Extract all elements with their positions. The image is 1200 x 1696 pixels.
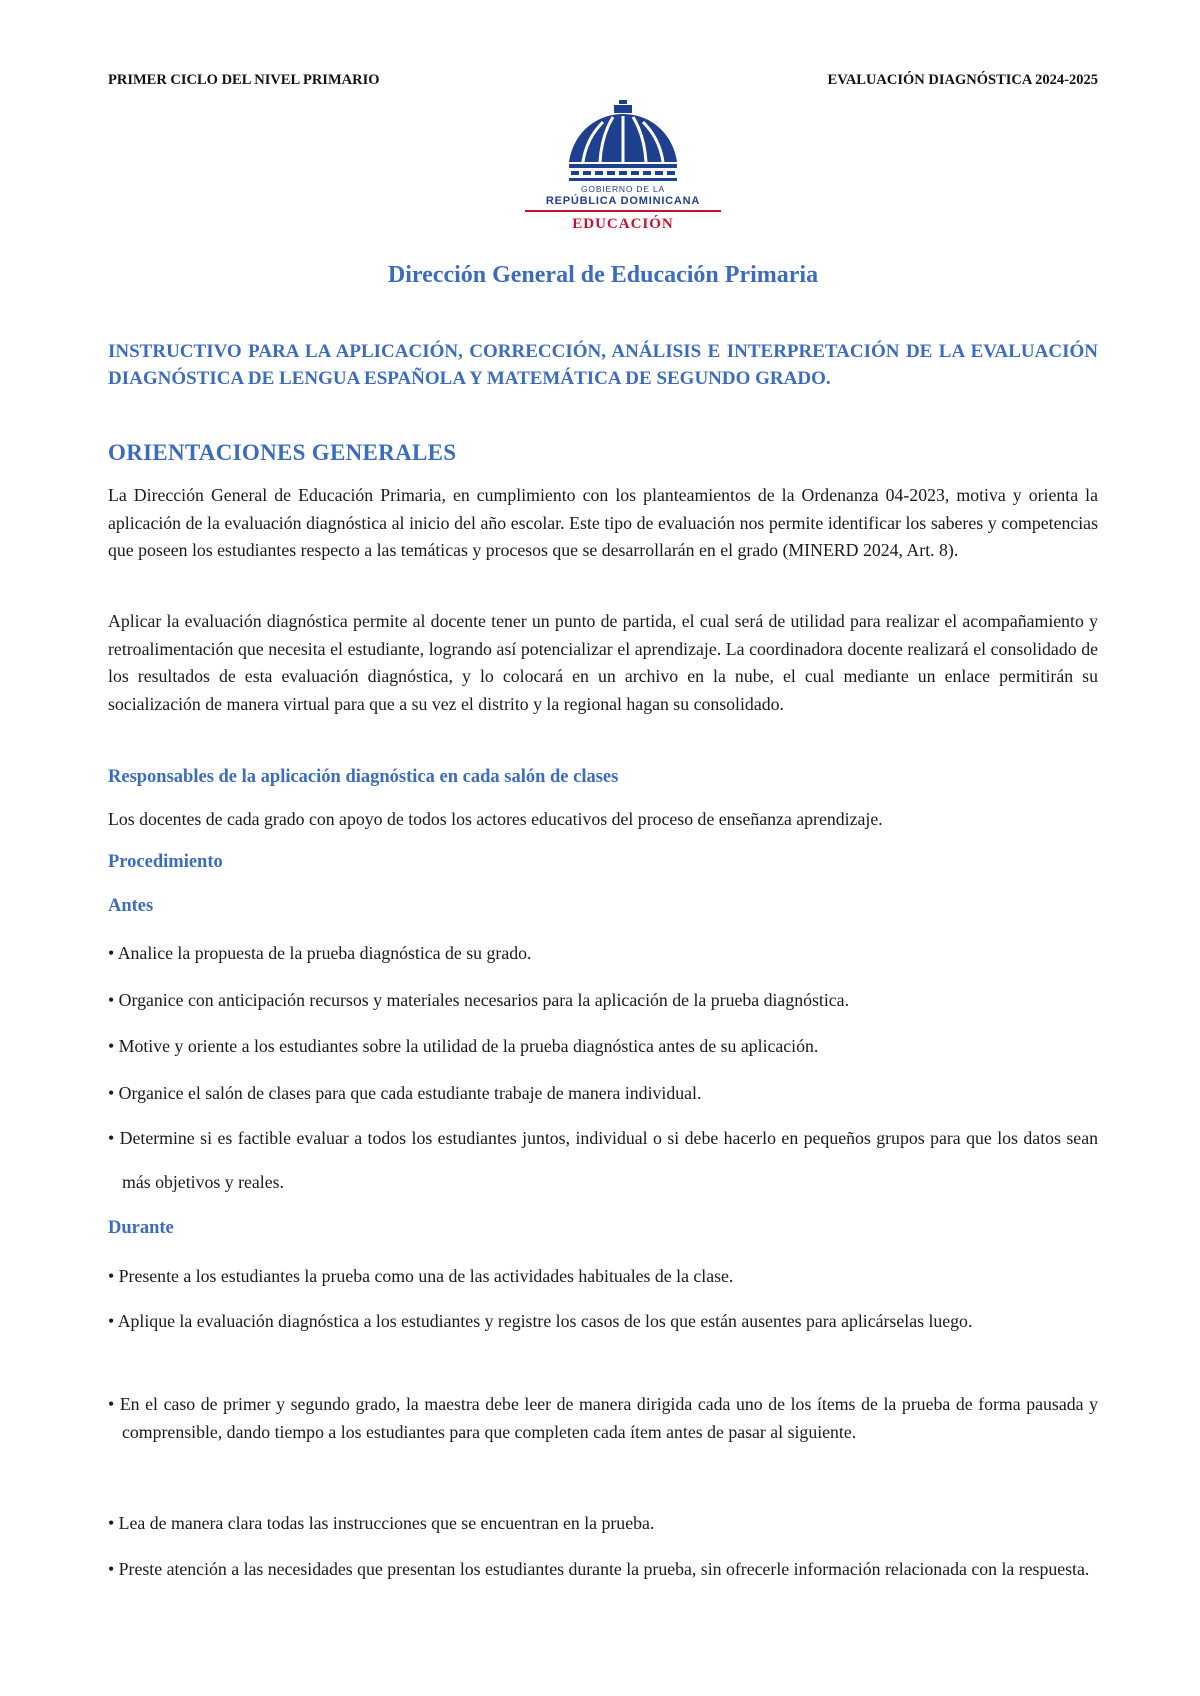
logo-line1: GOBIERNO DE LA (581, 184, 665, 194)
section-heading: ORIENTACIONES GENERALES (108, 440, 457, 465)
paragraph-2: Aplicar la evaluación diagnóstica permite al docente tener un punto de partida, el cual será de utilidad para realizar el acompañamiento y retroalimentación que necesita el estudiante, logrando así potencializar el aprendizaje. La coordinadora docente realizará el consolidado de los resultados de esta evaluación diagnóstica, y lo colocará en un archivo en la nube, el cual mediante un enlace permitirán su socialización de manera virtual para que a su vez el distrito y la regional hagan su consolidado. (108, 611, 1098, 714)
header-left: PRIMER CICLO DEL NIVEL PRIMARIO (108, 72, 380, 88)
antes-item: • Determine si es factible evaluar a todos los estudiantes juntos, individual o si debe hacerlo en pequeños grupos para que los datos sean más objetivos y reales. (108, 1128, 1098, 1192)
running-header (108, 72, 1098, 89)
durante-item: • Aplique la evaluación diagnóstica a los estudiantes y registre los casos de los que están ausentes para aplicárselas luego. (108, 1311, 973, 1331)
antes-item: • Organice el salón de clases para que cada estudiante trabaje de manera individual. (108, 1083, 702, 1103)
direction-title: Dirección General de Educación Primaria (387, 262, 819, 288)
antes-item: • Motive y oriente a los estudiantes sobre la utilidad de la prueba diagnóstica antes de su aplicación. (108, 1036, 819, 1056)
antes-item: • Analice la propuesta de la prueba diagnóstica de su grado. (108, 943, 532, 963)
ministry-logo (513, 100, 733, 250)
paragraph-1: La Dirección General de Educación Primaria, en cumplimiento con los planteamientos de la Ordenanza 04-2023, motiva y orienta la aplicación de la evaluación diagnóstica al inicio del año escolar. Este tipo de evaluación nos permite identificar los saberes y competencias que poseen los estudiantes respecto a las temáticas y procesos que se desarrollarán en el grado (MINERD 2024, Art. 8). (108, 485, 1098, 560)
header-right: EVALUACIÓN DIAGNÓSTICA 2024-2025 (827, 72, 1098, 88)
document-title: INSTRUCTIVO PARA LA APLICACIÓN, CORRECCIÓN, ANÁLISIS E INTERPRETACIÓN DE LA EVALUACIÓN DIAGNÓSTICA DE LENGUA ESPAÑOLA Y MATEMÁTICA DE SEGUNDO GRADO. (108, 341, 1098, 389)
durante-item: • Preste atención a las necesidades que presentan los estudiantes durante la prueba, sin ofrecerle información relacionada con la respuesta. (108, 1559, 1090, 1579)
durante-item: • En el caso de primer y segundo grado, la maestra debe leer de manera dirigida cada uno de los ítems de la prueba de forma pausada y comprensible, dando tiempo a los estudiantes para que completen cada ítem antes de pasar al siguiente. (108, 1394, 1098, 1442)
logo-line2: REPÚBLICA DOMINICANA (545, 195, 701, 207)
antes-heading: Antes (108, 896, 154, 916)
durante-item: • Lea de manera clara todas las instrucciones que se encuentran en la prueba. (108, 1513, 655, 1533)
durante-heading: Durante (108, 1218, 174, 1238)
logo-line3: EDUCACIÓN (572, 216, 674, 232)
responsables-heading: Responsables de la aplicación diagnóstica en cada salón de clases (108, 767, 619, 787)
durante-item: • Presente a los estudiantes la prueba como una de las actividades habituales de la clase. (108, 1266, 734, 1286)
dome-emblem-icon (513, 100, 733, 250)
antes-item: • Organice con anticipación recursos y materiales necesarios para la aplicación de la prueba diagnóstica. (108, 990, 850, 1010)
responsables-text: Los docentes de cada grado con apoyo de todos los actores educativos del proceso de enseñanza aprendizaje. (108, 809, 883, 829)
procedimiento-heading: Procedimiento (108, 852, 223, 872)
